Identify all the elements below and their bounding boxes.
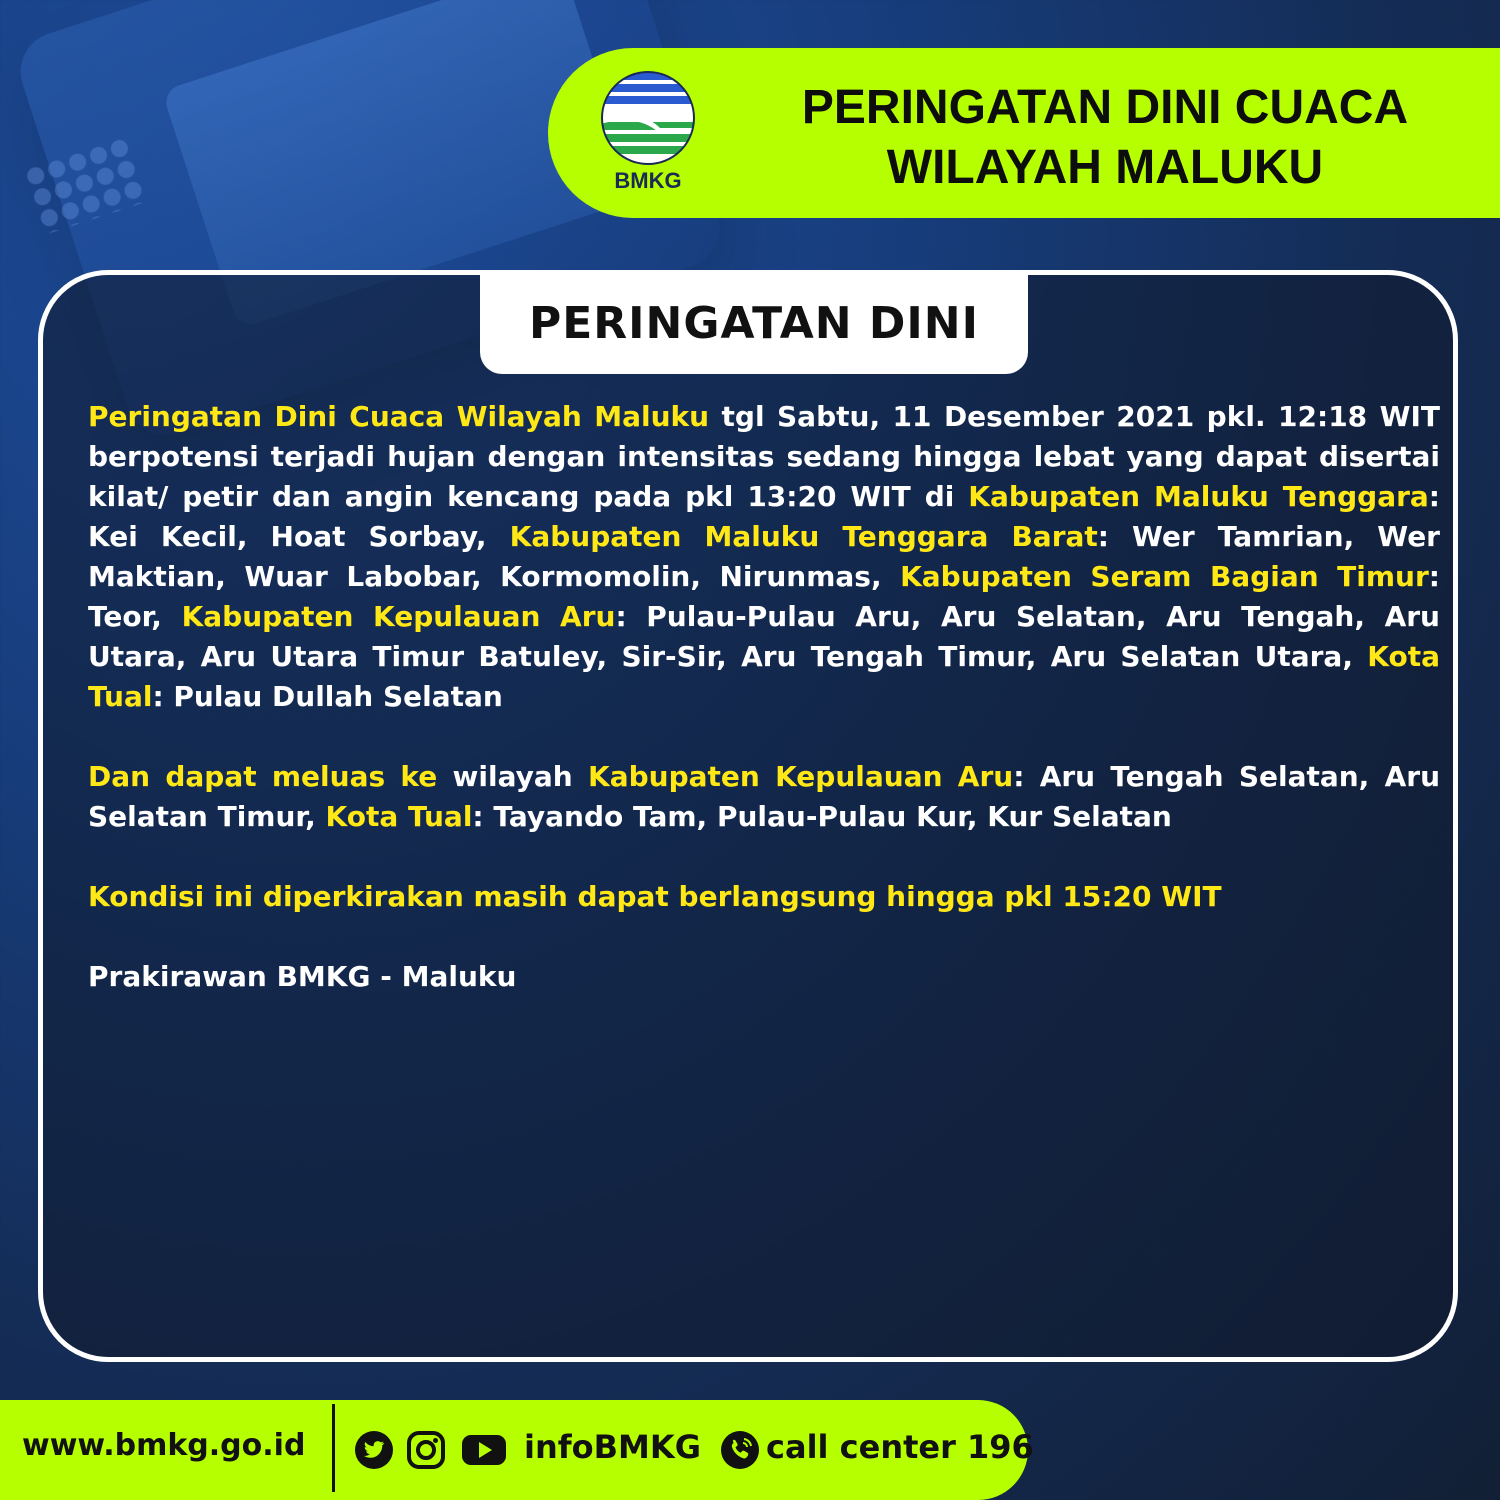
website-link[interactable]: www.bmkg.go.id [22, 1428, 306, 1463]
highlight-text: Kota Tual [88, 640, 1440, 713]
highlight-text: Kabupaten Kepulauan Aru [181, 600, 616, 633]
highlight-text: Kabupaten Seram Bagian Timur [900, 560, 1429, 593]
highlight-text: Dan dapat meluas ke [88, 760, 438, 793]
body-text: : Tayando Tam, Pulau-Pulau Kur, Kur Selatan [472, 800, 1172, 833]
highlight-text: Kabupaten Maluku Tenggara [968, 480, 1429, 513]
forecaster-signature: Prakirawan BMKG - Maluku [88, 960, 517, 993]
bmkg-logo [600, 70, 700, 195]
logo-text: BMKG [614, 168, 682, 193]
bmkg-logo-icon [600, 70, 700, 166]
youtube-icon[interactable] [460, 1430, 508, 1470]
call-center[interactable]: call center 196 [766, 1428, 1034, 1466]
footer-divider [332, 1404, 335, 1492]
page-title [760, 78, 1450, 198]
phone-icon [720, 1430, 760, 1470]
twitter-icon[interactable] [354, 1430, 394, 1470]
warning-paragraph-main [88, 397, 1440, 717]
body-text: : Pulau Dullah Selatan [152, 680, 503, 713]
body-text: : Teor, [88, 560, 1440, 633]
highlight-text: Kota Tual [325, 800, 473, 833]
title-line-2: WILAYAH MALUKU [886, 141, 1324, 194]
highlight-text: Kabupaten Kepulauan Aru [588, 760, 1014, 793]
warning-content [88, 397, 1440, 1037]
body-text: : Pulau-Pulau Aru, Aru Selatan, Aru Tengah, Aru Utara, Aru Utara Timur Batuley, Sir-Sir, Aru Tengah Timur, Aru Selatan Utara, [88, 600, 1440, 673]
panel-tab [480, 272, 1028, 374]
body-text: tgl Sabtu, 11 Desember 2021 pkl. 12:18 WIT berpotensi terjadi hujan dengan intensitas sedang hingga lebat yang dapat disertai kilat/ petir dan angin kencang pada pkl 13:20 WIT di [88, 400, 1441, 513]
highlight-text: Kabupaten Maluku Tenggara Barat [509, 520, 1098, 553]
social-handle[interactable]: infoBMKG [524, 1428, 701, 1466]
panel-tab-title: PERINGATAN DINI [528, 297, 979, 349]
warning-duration: Kondisi ini diperkirakan masih dapat berlangsung hingga pkl 15:20 WIT [88, 880, 1222, 913]
body-text: wilayah [437, 760, 589, 793]
body-text: : Aru Tengah Selatan, Aru Selatan Timur, [88, 760, 1441, 833]
instagram-icon[interactable] [406, 1430, 446, 1470]
body-text: : Wer Tamrian, Wer Maktian, Wuar Labobar, Kormomolin, Nirunmas, [88, 520, 1440, 593]
body-text: : Kei Kecil, Hoat Sorbay, [88, 480, 1440, 553]
title-line-1: PERINGATAN DINI CUACA [801, 81, 1409, 134]
highlight-text: Peringatan Dini Cuaca Wilayah Maluku [88, 400, 710, 433]
warning-paragraph-extension [88, 757, 1440, 837]
